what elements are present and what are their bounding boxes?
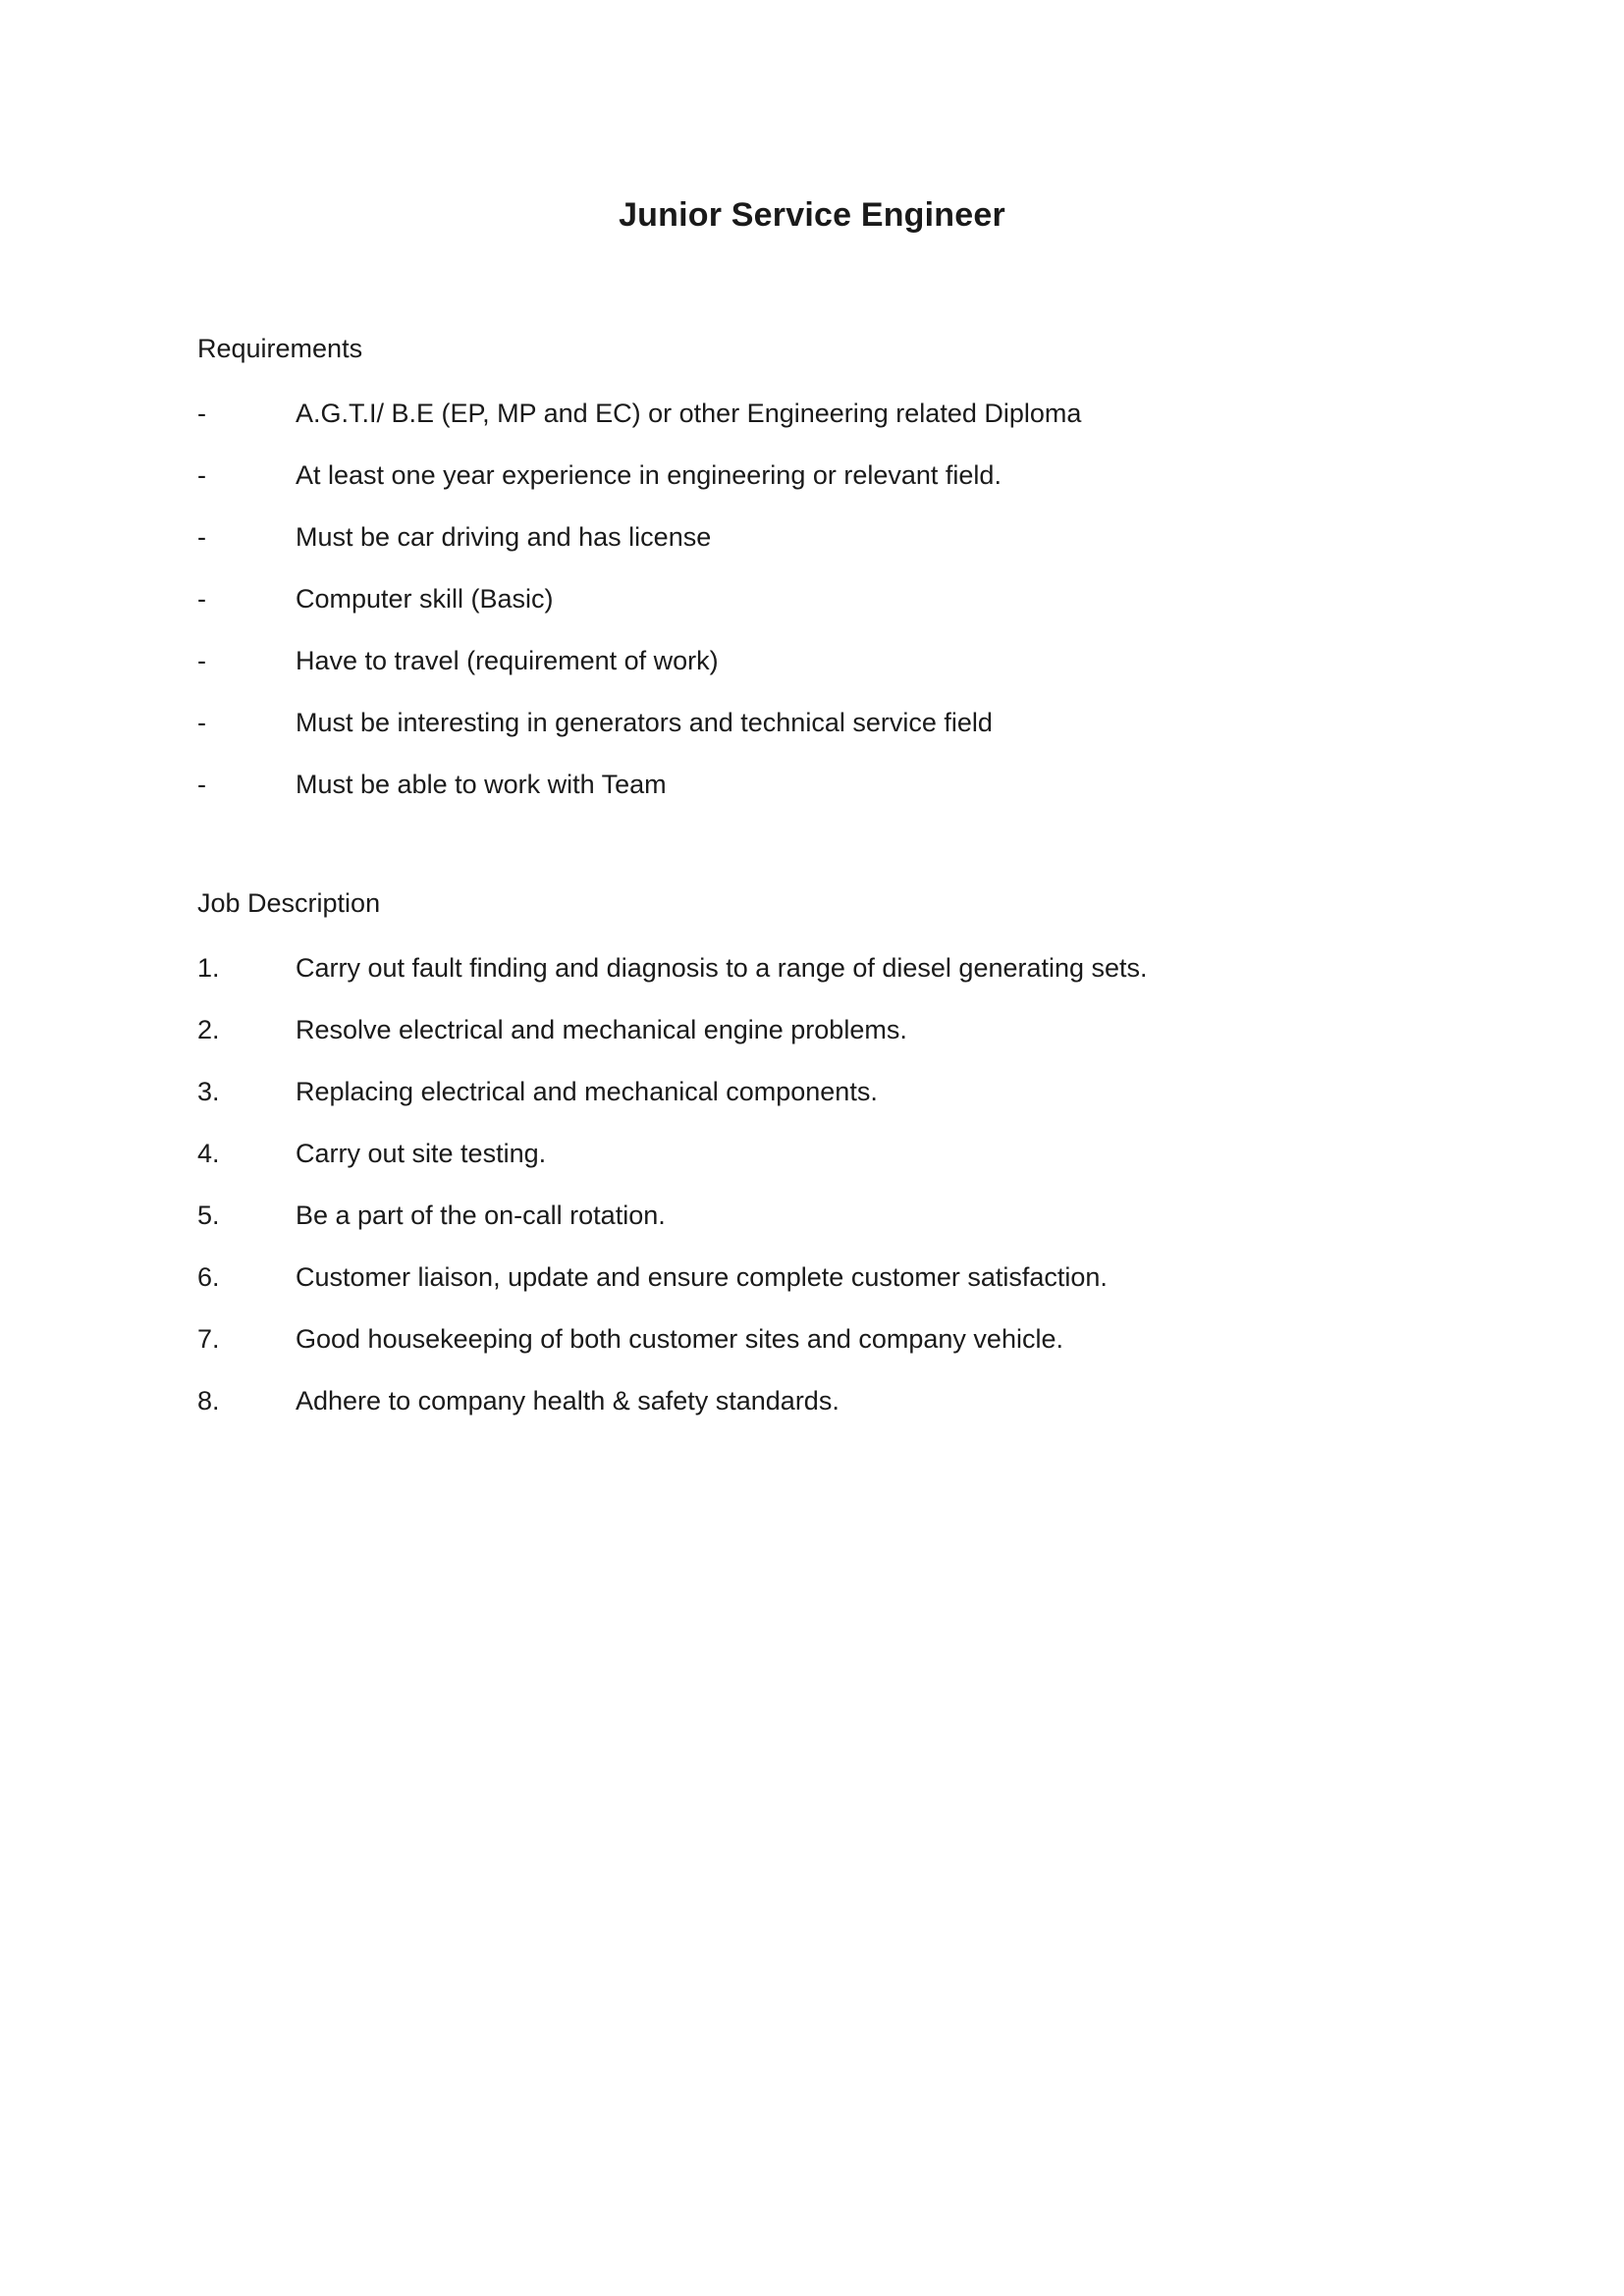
job-item-text: Be a part of the on-call rotation. xyxy=(296,1201,666,1230)
requirement-item xyxy=(197,519,1474,581)
job-item-text: Adhere to company health & safety standards. xyxy=(296,1386,839,1415)
job-item xyxy=(197,1198,1474,1259)
job-item xyxy=(197,950,1474,1012)
dash-marker: - xyxy=(197,460,206,490)
dash-marker: - xyxy=(197,522,206,552)
job-item-text: Good housekeeping of both customer sites and company vehicle. xyxy=(296,1324,1063,1354)
requirement-item xyxy=(197,457,1474,519)
job-item xyxy=(197,1259,1474,1321)
job-item xyxy=(197,1074,1474,1136)
job-item-text: Carry out fault finding and diagnosis to a range of diesel generating sets. xyxy=(296,953,1148,983)
requirement-item xyxy=(197,705,1474,767)
item-number: 4. xyxy=(197,1139,220,1168)
requirements-heading: Requirements xyxy=(197,334,363,363)
dash-marker: - xyxy=(197,399,206,428)
item-number: 2. xyxy=(197,1015,220,1044)
job-item xyxy=(197,1321,1474,1383)
requirement-item xyxy=(197,396,1474,457)
dash-marker: - xyxy=(197,584,206,614)
requirement-text: A.G.T.I/ B.E (EP, MP and EC) or other Engineering related Diploma xyxy=(296,399,1082,428)
item-number: 1. xyxy=(197,953,220,983)
requirements-list xyxy=(197,396,1474,828)
requirement-text: Computer skill (Basic) xyxy=(296,584,554,614)
job-item-text: Carry out site testing. xyxy=(296,1139,547,1168)
requirement-item xyxy=(197,581,1474,643)
job-description-heading: Job Description xyxy=(197,888,381,918)
requirement-item xyxy=(197,643,1474,705)
item-number: 3. xyxy=(197,1077,220,1106)
dash-marker: - xyxy=(197,646,206,675)
job-description-list xyxy=(197,950,1474,1445)
dash-marker: - xyxy=(197,770,206,799)
document-title: Junior Service Engineer xyxy=(619,196,1005,234)
job-item xyxy=(197,1012,1474,1074)
job-item xyxy=(197,1383,1474,1445)
requirement-item xyxy=(197,767,1474,828)
requirement-text: Have to travel (requirement of work) xyxy=(296,646,719,675)
item-number: 8. xyxy=(197,1386,220,1415)
item-number: 7. xyxy=(197,1324,220,1354)
job-item-text: Resolve electrical and mechanical engine problems. xyxy=(296,1015,907,1044)
requirement-text: At least one year experience in engineering or relevant field. xyxy=(296,460,1001,490)
job-item xyxy=(197,1136,1474,1198)
dash-marker: - xyxy=(197,708,206,737)
item-number: 5. xyxy=(197,1201,220,1230)
requirement-text: Must be interesting in generators and technical service field xyxy=(296,708,993,737)
item-number: 6. xyxy=(197,1262,220,1292)
job-item-text: Replacing electrical and mechanical components. xyxy=(296,1077,878,1106)
requirement-text: Must be able to work with Team xyxy=(296,770,667,799)
requirement-text: Must be car driving and has license xyxy=(296,522,712,552)
job-item-text: Customer liaison, update and ensure complete customer satisfaction. xyxy=(296,1262,1108,1292)
